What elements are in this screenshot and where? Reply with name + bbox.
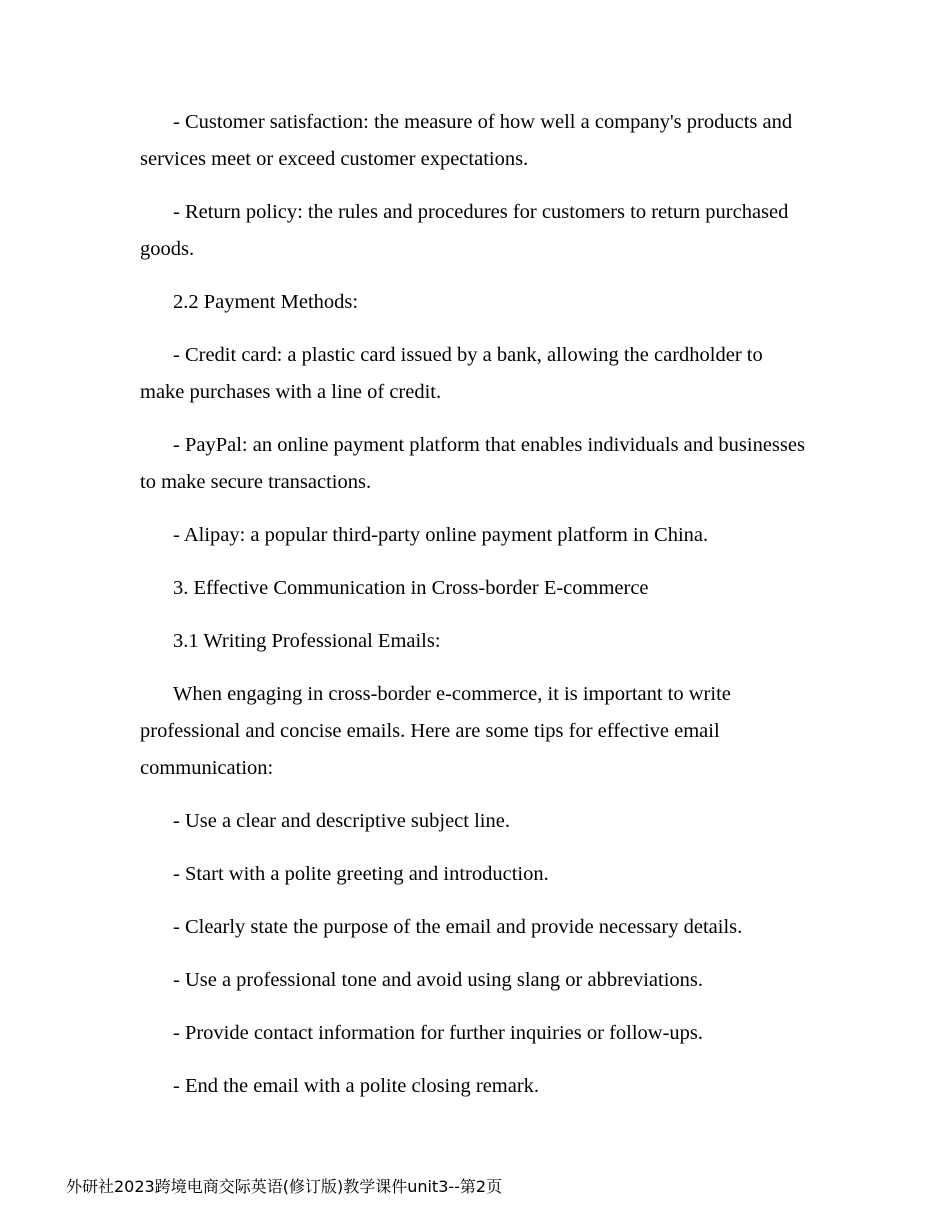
paragraph-customer-satisfaction: - Customer satisfaction: the measure of how well a company's products and services meet or exceed customer expectations.	[140, 111, 793, 170]
page-footer: 外研社2023跨境电商交际英语(修订版)教学课件unit3--第2页	[66, 1177, 503, 1196]
paragraph-credit-card: - Credit card: a plastic card issued by a bank, allowing the cardholder to make purchases with a line of credit.	[140, 344, 763, 403]
tip-subject-line: - Use a clear and descriptive subject line.	[173, 810, 510, 832]
tip-greeting: - Start with a polite greeting and introduction.	[173, 863, 549, 885]
tip-contact-information: - Provide contact information for further inquiries or follow-ups.	[173, 1022, 704, 1044]
tip-professional-tone: - Use a professional tone and avoid using slang or abbreviations.	[173, 969, 704, 991]
heading-payment-methods: 2.2 Payment Methods:	[173, 291, 359, 313]
document-body	[140, 104, 810, 1121]
paragraph-paypal: - PayPal: an online payment platform that enables individuals and businesses to make secure transactions.	[140, 434, 805, 493]
paragraph-return-policy: - Return policy: the rules and procedures for customers to return purchased goods.	[140, 201, 789, 260]
paragraph-email-intro: When engaging in cross-border e-commerce, it is important to write professional and concise emails. Here are some tips for effective email communication:	[140, 683, 731, 779]
tip-purpose: - Clearly state the purpose of the email and provide necessary details.	[173, 916, 743, 938]
heading-effective-communication: 3. Effective Communication in Cross-border E-commerce	[173, 577, 649, 599]
heading-writing-emails: 3.1 Writing Professional Emails:	[173, 630, 441, 652]
tip-closing-remark: - End the email with a polite closing remark.	[173, 1075, 540, 1097]
paragraph-alipay: - Alipay: a popular third-party online payment platform in China.	[173, 524, 709, 546]
